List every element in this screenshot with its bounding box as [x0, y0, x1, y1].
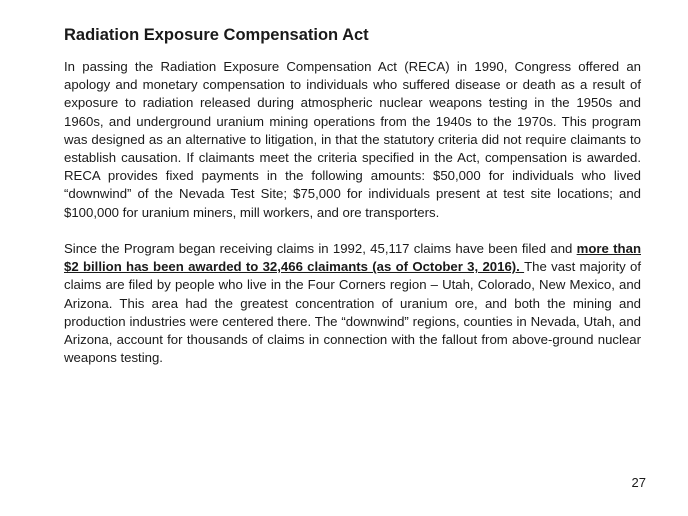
paragraph-claims-intro: Since the Program began receiving claims in 1992, 45,117 claims have been filed and [64, 241, 577, 257]
paragraph-reca-overview: In passing the Radiation Exposure Compensation Act (RECA) in 1990, Congress offered an apology and monetary compensation to individuals who suffered disease or death as a result of exposure to radiation released during atmospheric nuclear weapons testing in the 1950s and 1960s, and underground uranium mining operations from the 1940s to the 1970s. This program was designed as an alternative to litigation, in that the statutory criteria did not require claimants to establish causation. If claimants meet the criteria specified in the Act, compensation is awarded. RECA provides fixed payments in the following amounts: $50,000 for individuals who lived “downwind” of the Nevada Test Site; $75,000 for individuals present at test site locations; and $100,000 for uranium miners, mill workers, and ore transporters. [64, 59, 641, 220]
awarded-amount-highlight: more than $2 billion has been awarded to 32,466 claimants (as of October 3, 2016). [64, 241, 641, 275]
slide-body [64, 58, 641, 367]
page-number: 27 [631, 475, 646, 490]
paragraph-claims-details: The vast majority of claims are filed by people who live in the Four Corners region – Utah, Colorado, New Mexico, and Arizona. This area had the greatest concentration of uranium ore, and both the mining and production industries were centered there. The “downwind” regions, counties in Nevada, Utah, and Arizona, account for thousands of claims in connection with the fallout from above-ground nuclear weapons testing. [64, 259, 641, 366]
slide-title: Radiation Exposure Compensation Act [64, 26, 369, 44]
paragraph-claims-summary [64, 240, 641, 367]
